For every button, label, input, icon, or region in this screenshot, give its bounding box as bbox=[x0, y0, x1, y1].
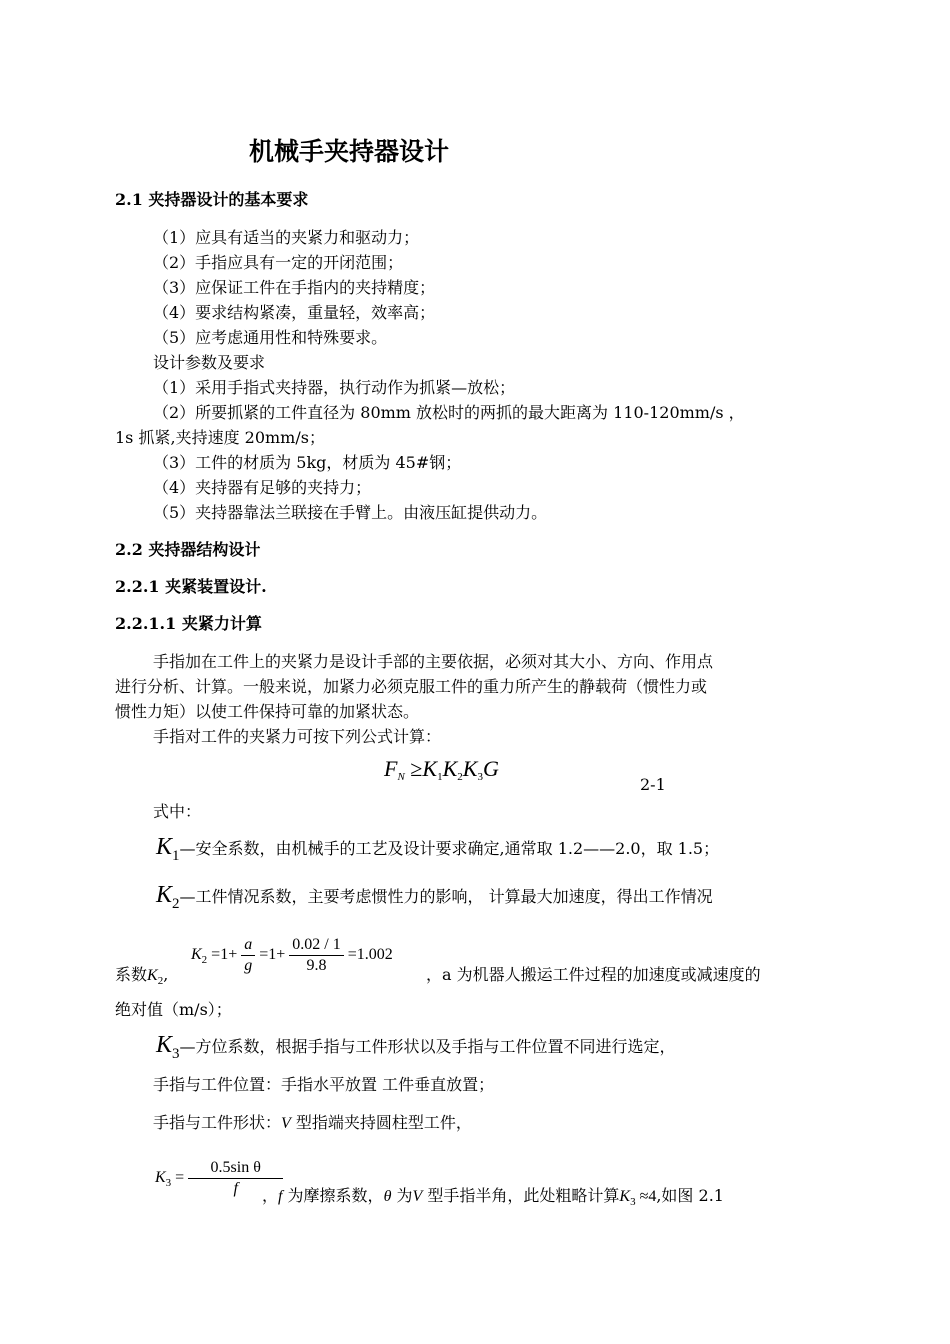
shape-suffix: 型指端夹持圆柱型工件， bbox=[290, 1113, 472, 1132]
shape-prefix: 手指与工件形状： bbox=[153, 1113, 282, 1132]
k3-inline-subscript: 3 bbox=[630, 1196, 636, 1208]
k2-inline-subscript: 2 bbox=[157, 975, 164, 987]
requirement-item: （3）应保证工件在手指内的夹持精度； bbox=[153, 278, 436, 297]
formula-symbol: K bbox=[422, 756, 438, 781]
friction-line bbox=[262, 1186, 724, 1208]
k2-formula-lhs: K bbox=[191, 946, 202, 963]
paragraph-line: 进行分析、计算。一般来说，加紧力必须克服工件的重力所产生的静载荷（惯性力或 bbox=[115, 677, 708, 696]
k2-inline-symbol: K bbox=[147, 967, 158, 984]
k2-coefficient-label bbox=[115, 965, 168, 987]
k2-comma: , bbox=[163, 965, 169, 984]
k3-formula-lhs: K bbox=[155, 1169, 166, 1186]
k2-formula-eq2: =1+ bbox=[259, 946, 286, 963]
paragraph-line: 惯性力矩）以使工件保持可靠的加紧状态。 bbox=[115, 702, 420, 721]
k2-symbol: K bbox=[156, 882, 173, 908]
formula-subscript: 2 bbox=[457, 771, 463, 783]
param-item: （2）所要抓紧的工件直径为 80mm 放松时的两抓的最大距离为 110-120mm/s ， bbox=[153, 403, 745, 422]
k3-formula-eq: = bbox=[175, 1169, 185, 1186]
paragraph-line: 手指对工件的夹紧力可按下列公式计算： bbox=[153, 727, 442, 746]
half-angle-text: 型手指半角，此处粗略计算 bbox=[422, 1186, 620, 1205]
friction-comma: ， bbox=[262, 1186, 279, 1205]
k2-acceleration-note-cont: 绝对值（m/s）； bbox=[115, 1000, 232, 1019]
document-title: 机械手夹持器设计 bbox=[249, 137, 450, 166]
formula-symbol: G bbox=[482, 756, 499, 781]
k2-formula bbox=[191, 930, 393, 981]
k3-symbol: K bbox=[156, 1032, 173, 1058]
requirement-item: （5）应考虑通用性和特殊要求。 bbox=[153, 328, 388, 347]
k2-formula-eq1: =1+ bbox=[211, 946, 238, 963]
finger-position-line: 手指与工件位置：手指水平放置 工件垂直放置； bbox=[153, 1075, 495, 1094]
approx-value: ≈4 bbox=[635, 1188, 657, 1205]
theta-text: 为 bbox=[391, 1186, 413, 1205]
params-heading: 设计参数及要求 bbox=[153, 353, 266, 372]
k1-definition bbox=[156, 832, 719, 865]
k1-symbol: K bbox=[156, 834, 173, 860]
k1-description: —安全系数，由机械手的工艺及设计要求确定,通常取 1.2——2.0，取 1.5； bbox=[179, 839, 720, 858]
v-symbol: V bbox=[412, 1188, 423, 1205]
k2-prefix: 系数 bbox=[115, 965, 148, 984]
v-symbol: V bbox=[281, 1115, 291, 1132]
friction-text: 为摩擦系数， bbox=[282, 1186, 384, 1205]
fraction-numeric bbox=[289, 935, 343, 976]
clamping-force-formula bbox=[384, 756, 499, 786]
formula-operator: ≥ bbox=[410, 756, 423, 781]
fraction-denominator: f bbox=[233, 1179, 238, 1197]
section-heading-2-2-1: 2.2.1 夹紧装置设计. bbox=[115, 577, 267, 596]
k3-formula-lhs-sub: 3 bbox=[165, 1177, 172, 1189]
param-item: （3）工件的材质为 5kg，材质为 45#钢； bbox=[153, 453, 462, 472]
requirement-item: （1）应具有适当的夹紧力和驱动力； bbox=[153, 228, 420, 247]
param-item: （4）夹持器有足够的夹持力； bbox=[153, 478, 372, 497]
section-heading-2-2: 2.2 夹持器结构设计 bbox=[115, 540, 261, 559]
k3-inline-symbol: K bbox=[619, 1188, 631, 1205]
fraction-denominator: 9.8 bbox=[306, 956, 327, 974]
formula-number: 2-1 bbox=[640, 775, 666, 794]
formula-symbol: F bbox=[384, 756, 398, 781]
fraction-numerator: a bbox=[241, 935, 255, 956]
finger-shape-line bbox=[153, 1113, 472, 1134]
k1-subscript: 1 bbox=[172, 848, 180, 864]
k2-description: —工件情况系数，主要考虑惯性力的影响， 计算最大加速度，得出工作情况 bbox=[179, 887, 713, 906]
k2-formula-lhs-sub: 2 bbox=[201, 954, 208, 966]
fraction-denominator: g bbox=[244, 956, 253, 974]
fraction-a-over-g bbox=[241, 935, 255, 976]
k3-subscript: 3 bbox=[172, 1046, 180, 1062]
section-heading-2-1: 2.1 夹持器设计的基本要求 bbox=[115, 190, 309, 209]
formula-symbol: K bbox=[442, 756, 458, 781]
k3-definition bbox=[156, 1030, 676, 1063]
k2-acceleration-note: ，a 为机器人搬运工件过程的加速度或减速度的 bbox=[426, 965, 761, 984]
f-symbol: f bbox=[278, 1188, 283, 1205]
requirement-item: （4）要求结构紧凑，重量轻，效率高； bbox=[153, 303, 436, 322]
paragraph-line: 手指加在工件上的夹紧力是设计手部的主要依据，必须对其大小、方向、作用点 bbox=[153, 652, 714, 671]
where-label: 式中： bbox=[153, 802, 202, 821]
section-heading-2-2-1-1: 2.2.1.1 夹紧力计算 bbox=[115, 614, 262, 633]
theta-symbol: θ bbox=[383, 1188, 392, 1205]
formula-subscript: N bbox=[397, 771, 405, 783]
formula-symbol: K bbox=[462, 756, 478, 781]
formula-subscript: 3 bbox=[477, 771, 483, 783]
figure-reference: ,如图 2.1 bbox=[656, 1186, 724, 1205]
formula-subscript: 1 bbox=[437, 771, 443, 783]
requirement-item: （2）手指应具有一定的开闭范围； bbox=[153, 253, 404, 272]
k2-definition bbox=[156, 880, 713, 913]
k2-subscript: 2 bbox=[172, 896, 180, 912]
k3-description: —方位系数，根据手指与工件形状以及手指与工件位置不同进行选定， bbox=[179, 1037, 676, 1056]
fraction-numerator: 0.5sin θ bbox=[188, 1158, 283, 1179]
k2-formula-result: =1.002 bbox=[347, 946, 393, 963]
param-item: （5）夹持器靠法兰联接在手臂上。由液压缸提供动力。 bbox=[153, 503, 548, 522]
param-item-continuation: 1s 抓紧,夹持速度 20mm/s； bbox=[115, 428, 325, 447]
fraction-numerator: 0.02 / 1 bbox=[289, 935, 343, 956]
param-item: （1）采用手指式夹持器，执行动作为抓紧—放松； bbox=[153, 378, 516, 397]
